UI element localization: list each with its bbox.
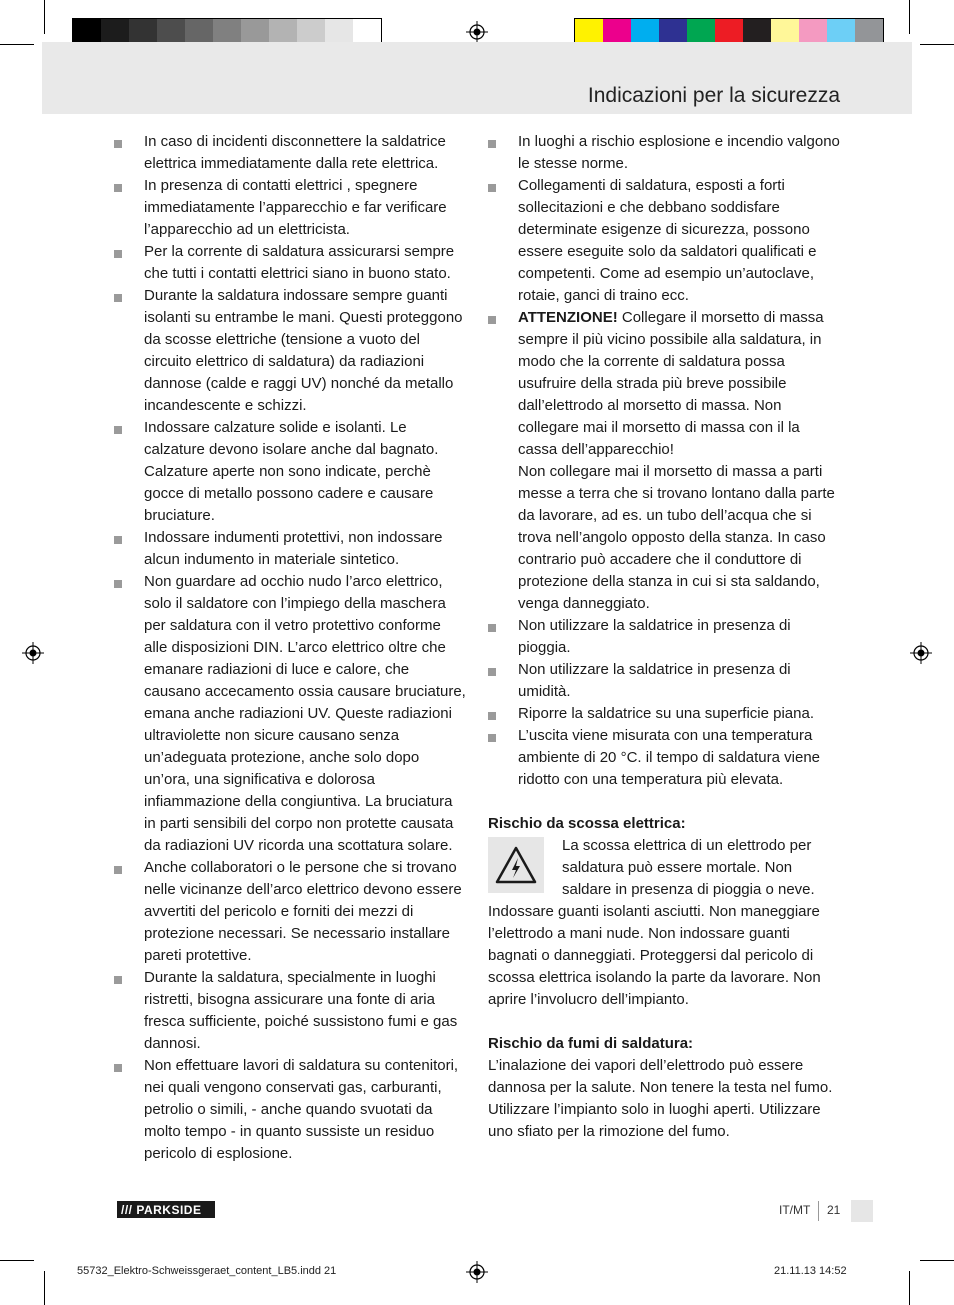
list-item: Per la corrente di saldatura assicurarsi sempre che tutti i contatti elettrici siano in buono stato. xyxy=(114,241,466,285)
footer-tab xyxy=(851,1200,873,1222)
crop-mark xyxy=(920,44,954,45)
attention-list xyxy=(488,307,840,615)
slug-file-name: 55732_Elektro-Schweissgeraet_content_LB5.indd 21 xyxy=(77,1265,337,1277)
attention-text-2: Non collegare mai il morsetto di massa a parti messe a terra che si trovano lontano dalla parte da lavorare, ad es. un tubo dell’acqua che si trova nell’angolo opposto della stanza. In caso contrario può accadere che il conduttore di protezione della stanza in cui si sta saldando, venga danneggiato. xyxy=(518,463,835,612)
safety-list-right-top xyxy=(488,131,840,307)
list-item: Non effettuare lavori di saldatura su contenitori, nei quali vengono conservati gas, carburanti, petrolio o simili, - anche quando svuotati da molto tempo - in quanto sussiste un residuo pericolo di esplosione. xyxy=(114,1055,466,1165)
list-item: Indossare calzature solide e isolanti. Le calzature devono isolare anche dal bagnato. Calzature aperte non sono indicate, perchè gocce di metallo possono cadere e causare bruciature. xyxy=(114,417,466,527)
list-item: Anche collaboratori o le persone che si trovano nelle vicinanze dell’arco elettrico devono essere avvertiti del pericolo e forniti dei mezzi di protezione necessari. Se necessario installare pareti protettive. xyxy=(114,857,466,967)
fumes-heading: Rischio da fumi di saldatura: xyxy=(488,1035,694,1052)
list-item: Non guardare ad occhio nudo l’arco elettrico, solo il saldatore con l’impiego della maschera per saldatura con il vetro protettivo conforme alle disposizioni DIN. L’arco elettrico oltre che emanare radiazioni di luce e calore, che causano accecamento ossia causare bruciature, emana anche radiazioni UV. Queste radiazioni ultraviolette non sicure causano senza un’adeguata protezione, anche solo dopo un’ora, una significativa e dolorosa infiammazione della congiuntiva. La bruciatura in parti sensibili del corpo non protette causata da radiazioni UV ricorda una scottatura solare. xyxy=(114,571,466,857)
shock-heading: Rischio da scossa elettrica: xyxy=(488,815,686,832)
list-item: Indossare indumenti protettivi, non indossare alcun indumento in materiale sintetico. xyxy=(114,527,466,571)
fumes-text: L’inalazione dei vapori dell’elettrodo può essere dannosa per la salute. Non tenere la testa nel fumo. Utilizzare l’impianto solo in luoghi aperti. Utilizzare uno sfiato per la rimozione del fumo. xyxy=(488,1057,833,1140)
crop-mark xyxy=(909,1271,910,1305)
attention-text: Collegare il morsetto di massa sempre il più vicino possibile alla saldatura, in modo che la corrente di saldatura possa usufruire della strada più breve possibile dall’elettrodo al morsetto di massa. Non collegare mai il morsetto di massa con il la cassa dell’apparecchio! xyxy=(518,309,824,458)
attention-label: ATTENZIONE! xyxy=(518,309,618,326)
safety-list-left xyxy=(114,131,466,1165)
list-item: Durante la saldatura, specialmente in luoghi ristretti, bisogna assicurare una fonte di aria fresca sufficiente, poiché sussistono fumi e gas dannosi. xyxy=(114,967,466,1055)
crop-mark xyxy=(44,1271,45,1305)
list-item: L’uscita viene misurata con una temperatura ambiente di 20 °C. il tempo di saldatura viene ridotto con una temperatura più elevata. xyxy=(488,725,840,791)
page-title: Indicazioni per la sicurezza xyxy=(587,84,840,107)
list-item: In presenza di contatti elettrici , spegnere immediatamente l’apparecchio e far verificare l’apparecchio ad un elettricista. xyxy=(114,175,466,241)
slug-date: 21.11.13 14:52 xyxy=(774,1265,847,1277)
crop-mark xyxy=(44,0,45,34)
parkside-logo: /// PARKSIDE xyxy=(117,1201,215,1218)
right-column xyxy=(488,131,840,1143)
list-item: Collegamenti di saldatura, esposti a forti sollecitazioni e che debbano soddisfare determinate esigenze di sicurezza, possono essere eseguite solo da saldatori qualificati e competenti. Come ad esempio un’autoclave, rotaie, ganci di traino ecc. xyxy=(488,175,840,307)
registration-mark-icon xyxy=(910,642,932,664)
electric-shock-warning-icon xyxy=(488,837,544,893)
safety-list-right-bottom xyxy=(488,615,840,791)
registration-mark-icon xyxy=(22,642,44,664)
list-item xyxy=(488,307,840,615)
list-item: Non utilizzare la saldatrice in presenza di umidità. xyxy=(488,659,840,703)
left-column xyxy=(114,131,466,1165)
list-item: In caso di incidenti disconnettere la saldatrice elettrica immediatamente dalla rete elettrica. xyxy=(114,131,466,175)
language-code: IT/MT xyxy=(779,1203,811,1217)
list-item: Non utilizzare la saldatrice in presenza di pioggia. xyxy=(488,615,840,659)
registration-mark-icon xyxy=(466,1261,488,1283)
list-item: In luoghi a rischio esplosione e incendio valgono le stesse norme. xyxy=(488,131,840,175)
shock-text: La scossa elettrica di un elettrodo per saldatura può essere mortale. Non saldare in presenza di pioggia o neve. Indossare guanti isolanti asciutti. Non maneggiare l’elettrodo a mani nude. Non indossare guanti bagnati o danneggiati. Proteggersi dal pericolo di scossa elettrica isolando la parte da lavorare. Non aprire l’involucro dell’impianto. xyxy=(488,837,821,1008)
crop-mark xyxy=(0,44,34,45)
crop-mark xyxy=(0,1260,34,1261)
crop-mark xyxy=(909,0,910,34)
crop-mark xyxy=(920,1260,954,1261)
list-item: Riporre la saldatrice su una superficie piana. xyxy=(488,703,840,725)
list-item: Durante la saldatura indossare sempre guanti isolanti su entrambe le mani. Questi proteggono da scosse elettriche (tensione a vuoto del circuito elettrico di saldatura) da radiazioni dannose (calde e raggi UV) nonché da metallo incandescente e schizzi. xyxy=(114,285,466,417)
page-number: 21 xyxy=(827,1203,841,1217)
registration-mark-icon xyxy=(466,21,488,43)
shock-section xyxy=(488,835,840,1011)
footer-divider xyxy=(818,1201,819,1221)
